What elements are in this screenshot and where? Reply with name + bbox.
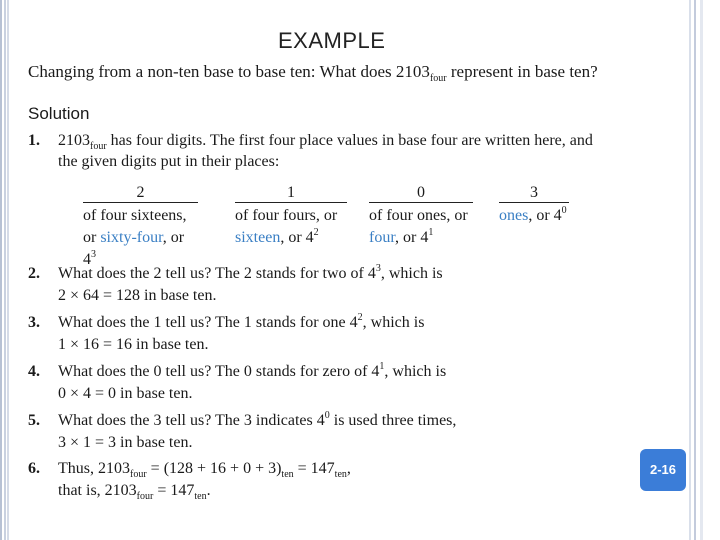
step-2-number: 2. xyxy=(28,265,40,282)
place-digit: 1 xyxy=(235,184,347,203)
place-digit: 2 xyxy=(83,184,198,203)
step-6-line-2: that is, $2103_{four} = 147_{ten}$. xyxy=(58,482,211,502)
step-1-line-2: the given digits put in their places: xyxy=(58,153,280,170)
step-3-number: 3. xyxy=(28,314,40,331)
step-4-number: 4. xyxy=(28,363,40,380)
solution-heading: Solution xyxy=(28,104,90,123)
place-column-sixteen: 1 of four fours, or sixteen, or $4^2$ xyxy=(235,184,347,249)
place-column-four: 0 of four ones, or four, or $4^1$ xyxy=(369,184,473,249)
step-6-number: 6. xyxy=(28,460,40,477)
step-5-line-1: What does the 3 tell us? The 3 indicates $4^0$ is used three times, xyxy=(58,410,457,429)
place-column-sixty-four: 2 of four sixteens, or sixty-four, or $4^3$ xyxy=(83,184,198,271)
place-digit: 0 xyxy=(369,184,473,203)
step-5-line-2: 3 × 1 = 3 in base ten. xyxy=(58,434,193,451)
step-1-line-1: $2103_{four}$ has four digits. The first four place values in base four are written here, and xyxy=(58,132,593,152)
place-digit: 3 xyxy=(499,184,569,203)
step-4-line-2: 0 × 4 = 0 in base ten. xyxy=(58,385,193,402)
step-3-line-2: 1 × 16 = 16 in base ten. xyxy=(58,336,209,353)
step-1-number: 1. xyxy=(28,132,40,149)
step-6-line-1: Thus, $2103_{four} = (128 + 16 + 0 + 3)_{ten} = 147_{ten}$, xyxy=(58,460,351,480)
step-2-line-1: What does the 2 tell us? The 2 stands for two of $4^3$, which is xyxy=(58,263,443,282)
slide-title: EXAMPLE xyxy=(278,28,386,53)
step-2-line-2: 2 × 64 = 128 in base ten. xyxy=(58,287,217,304)
step-3-line-1: What does the 1 tell us? The 1 stands for one $4^2$, which is xyxy=(58,312,425,331)
place-column-ones: 3 ones, or $4^0$ xyxy=(499,184,579,227)
step-4-line-1: What does the 0 tell us? The 0 stands for zero of $4^1$, which is xyxy=(58,361,447,380)
left-border-decoration xyxy=(0,0,9,540)
right-border-decoration xyxy=(689,0,720,540)
step-5-number: 5. xyxy=(28,412,40,429)
slide-number-badge: 2-16 xyxy=(640,449,686,491)
question-text: Changing from a non-ten base to base ten: What does $2103_{four}$ represent in base ten? xyxy=(28,62,598,84)
